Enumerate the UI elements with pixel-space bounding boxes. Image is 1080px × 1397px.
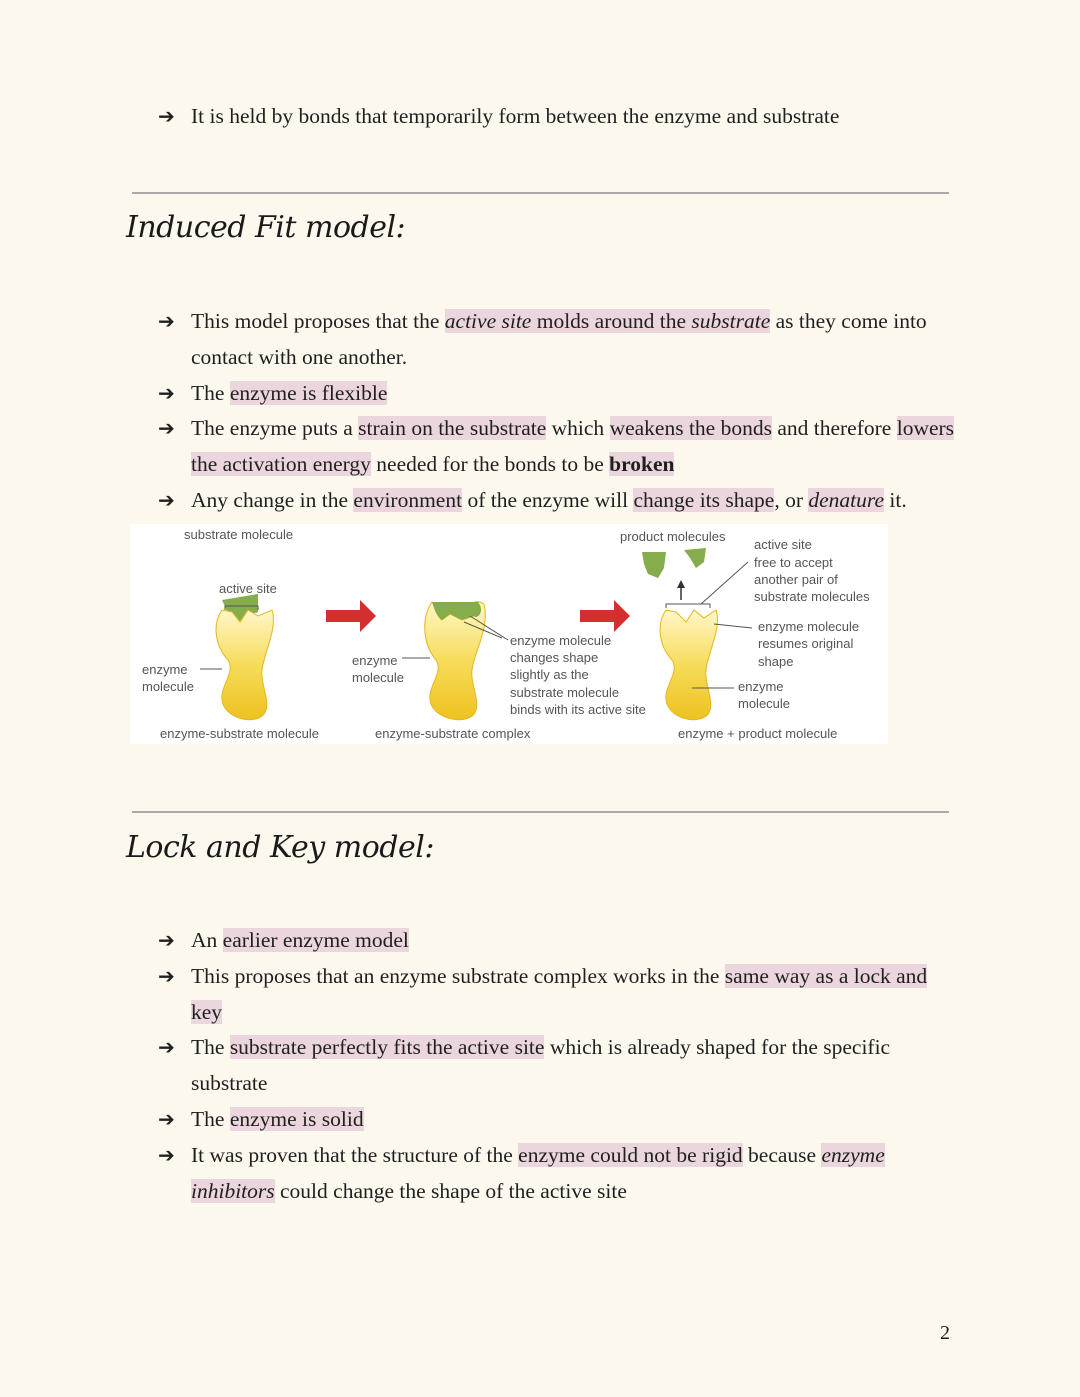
label-enzyme-substrate-molecule: enzyme-substrate molecule [160,726,319,741]
arrow-right-icon [326,600,376,632]
text-run: needed for the bonds to be [370,452,610,477]
text-run: which [546,416,610,441]
label-changes-3: slightly as the [510,667,589,682]
label-enzyme: enzyme [738,679,784,694]
arrow-icon: ➔ [158,963,175,988]
highlight: weakens the bonds [609,416,772,441]
text-run: as they come into contact with one another. [191,309,927,369]
highlight: lowers the activation energy [191,416,955,477]
text-run: molds around the [531,309,692,333]
label-product-molecules: product molecules [620,529,726,544]
enzyme-shape [660,610,717,720]
bullet-strain [158,411,958,483]
highlight: environment [353,487,463,512]
enzyme-shape [425,602,486,720]
arrow-icon: ➔ [158,928,175,952]
bullet-lock-and-key [158,959,958,1031]
text-run: Any change in the [191,487,354,512]
label-changes-4: substrate molecule [510,685,620,700]
label-free-1: active site [754,537,812,552]
label-enzyme: enzyme [142,662,188,677]
arrow-icon: ➔ [158,487,175,512]
divider [132,811,949,813]
highlight [445,309,770,333]
label-resumes-3: shape [758,654,794,669]
label-molecule: molecule [142,679,195,694]
text-run: and therefore [771,416,897,441]
label-changes-5: binds with its active site [510,702,646,717]
text-run: The [191,380,230,405]
arrow-icon: ➔ [158,104,175,128]
text-run: substrate [691,309,771,333]
highlight: enzyme could not be rigid [518,1142,743,1167]
arrow-icon: ➔ [158,309,175,333]
highlight: earlier enzyme model [222,928,409,952]
bullet-molds [158,304,958,376]
text-run: This proposes that an enzyme substrate complex works in the [191,963,725,988]
text-run: which is already shaped for the specific substrate [191,1035,891,1096]
text-run: This model proposes that the [191,309,445,333]
diagram-svg [130,524,888,744]
page-number: 2 [940,1322,950,1344]
bullet-solid [158,1102,958,1138]
highlight: enzyme inhibitors [191,1142,885,1203]
label-enzyme-substrate-complex: enzyme-substrate complex [375,726,531,741]
label-free-4: substrate molecules [754,589,870,604]
text-run: The [191,1035,230,1060]
text-run: , or [774,487,809,512]
arrow-icon: ➔ [158,1142,175,1167]
enzyme-shape [216,610,273,720]
label-molecule: molecule [352,670,405,685]
arrow-icon: ➔ [158,416,175,441]
highlight: strain on the substrate [358,416,547,441]
bullet-not-rigid [158,1138,958,1210]
text-run: An [191,928,223,952]
label-enzyme-product: enzyme + product molecule [678,726,838,741]
product-molecule-shape [642,552,666,578]
divider [132,192,949,194]
arrow-icon: ➔ [158,380,175,405]
text-run: It was proven that the structure of the [191,1142,519,1167]
label-molecule: molecule [738,696,791,711]
label-enzyme: enzyme [352,653,398,668]
bullet-flexible [158,376,958,412]
bullet-environment [158,483,958,519]
label-active-site: active site [219,581,277,596]
induced-fit-heading: Induced Fit model: [126,210,406,245]
arrow-right-icon [580,600,630,632]
arrow-icon: ➔ [158,1106,175,1131]
highlight: enzyme is solid [229,1106,364,1131]
bullet-held-by-bonds [158,99,958,135]
text-run: could change the shape of the active site [274,1178,627,1203]
label-free-2: free to accept [754,555,833,570]
top-bullet-list [158,99,958,135]
bracket-line [666,604,710,608]
bullet-earlier-model [158,923,958,959]
text-run: active site [444,309,532,333]
highlight: change its shape [633,487,775,512]
lock-key-list [158,923,958,1209]
label-changes-1: enzyme molecule [510,633,612,648]
label-substrate-molecule: substrate molecule [184,527,294,542]
text-run: of the enzyme will [462,487,634,512]
text-run: The [191,1106,230,1131]
product-molecule-shape [684,548,706,568]
text-run: because [742,1142,822,1167]
induced-fit-diagram [130,524,888,744]
text-run: it. [884,487,907,512]
induced-fit-list [158,304,958,519]
label-resumes-1: enzyme molecule [758,619,860,634]
bullet-perfect-fit [158,1030,958,1102]
highlight: broken [609,452,675,477]
label-free-3: another pair of [754,572,838,587]
highlight: denature [808,487,885,512]
highlight: substrate perfectly fits the active site [229,1035,545,1060]
lock-key-heading: Lock and Key model: [126,830,434,865]
highlight: enzyme is flexible [229,380,388,405]
arrow-icon: ➔ [158,1035,175,1060]
label-resumes-2: resumes original [758,636,854,651]
highlight: same way as a lock and key [191,963,928,1024]
text-run: It is held by bonds that temporarily form between the enzyme and substrate [191,104,840,128]
text-run: The enzyme puts a [191,416,359,441]
label-changes-2: changes shape [510,650,599,665]
